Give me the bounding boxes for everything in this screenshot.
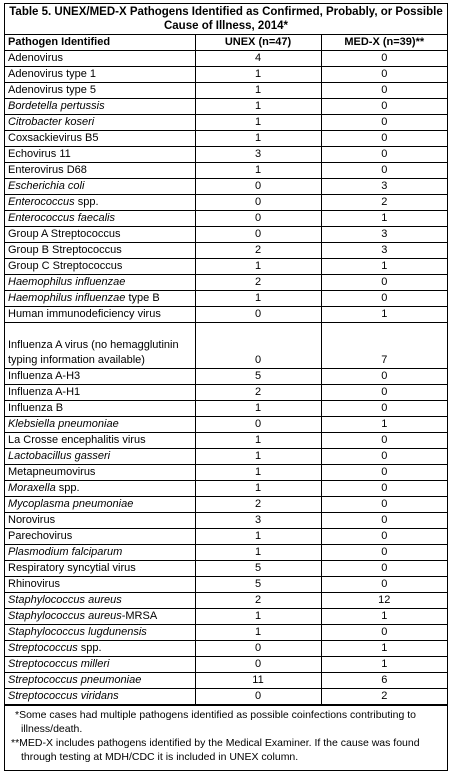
table-row: [5, 673, 447, 689]
header-unex: UNEX (n=47): [195, 35, 321, 51]
medx-count: 0: [321, 577, 447, 593]
medx-count: 0: [321, 497, 447, 513]
table-row: [5, 369, 447, 385]
unex-count: 0: [195, 323, 321, 369]
medx-count: 0: [321, 433, 447, 449]
pathogen-name: Staphylococcus aureus: [8, 610, 122, 622]
table-row: [5, 323, 447, 369]
pathogen-name: Coxsackievirus B5: [8, 132, 99, 144]
pathogen-name-suffix: spp.: [55, 482, 80, 494]
medx-count: 0: [321, 545, 447, 561]
table-row: [5, 657, 447, 673]
table-row: [5, 641, 447, 657]
pathogen-name: Lactobacillus gasseri: [8, 450, 111, 462]
medx-count: 0: [321, 385, 447, 401]
unex-count: 0: [195, 195, 321, 211]
pathogen-name: Streptococcus pneumoniae: [8, 674, 142, 686]
pathogen-name-cell: [5, 465, 195, 481]
table-row: [5, 545, 447, 561]
pathogen-name-cell: [5, 227, 195, 243]
table-row: [5, 401, 447, 417]
pathogen-name-cell: [5, 385, 195, 401]
pathogen-name-cell: [5, 625, 195, 641]
pathogen-name: Streptococcus milleri: [8, 658, 110, 670]
medx-count: 1: [321, 211, 447, 227]
pathogen-name-cell: [5, 449, 195, 465]
pathogen-name-cell: [5, 259, 195, 275]
pathogen-name-cell: [5, 275, 195, 291]
medx-count: 1: [321, 307, 447, 323]
medx-count: 0: [321, 51, 447, 67]
medx-count: 0: [321, 561, 447, 577]
unex-count: 1: [195, 545, 321, 561]
pathogen-name-cell: [5, 307, 195, 323]
medx-count: 12: [321, 593, 447, 609]
pathogen-name: Adenovirus type 5: [8, 84, 97, 96]
unex-count: 0: [195, 641, 321, 657]
table-row: [5, 625, 447, 641]
pathogen-name: Parechovirus: [8, 530, 73, 542]
pathogen-name: Staphylococcus aureus: [8, 594, 122, 606]
pathogen-name: Mycoplasma pneumoniae: [8, 498, 134, 510]
table-row: [5, 259, 447, 275]
medx-count: 1: [321, 609, 447, 625]
unex-count: 1: [195, 99, 321, 115]
table-row: [5, 433, 447, 449]
unex-count: 1: [195, 625, 321, 641]
table-row: [5, 179, 447, 195]
pathogen-name: Group A Streptococcus: [8, 228, 121, 240]
pathogen-name: Group B Streptococcus: [8, 244, 122, 256]
pathogen-name-cell: [5, 641, 195, 657]
pathogen-name-cell: [5, 577, 195, 593]
pathogen-name-cell: [5, 529, 195, 545]
unex-count: 11: [195, 673, 321, 689]
footnote-medx: **MED-X includes pathogens identified by the Medical Examiner. If the cause was found through testing at MDH/CDC it is included in UNEX column.: [11, 737, 420, 763]
unex-count: 4: [195, 51, 321, 67]
pathogen-name-cell: [5, 99, 195, 115]
unex-count: 1: [195, 67, 321, 83]
pathogen-name: Haemophilus influenzae: [8, 292, 126, 304]
medx-count: 1: [321, 417, 447, 433]
unex-count: 1: [195, 481, 321, 497]
table-row: [5, 211, 447, 227]
medx-count: 0: [321, 513, 447, 529]
pathogen-name-cell: [5, 513, 195, 529]
table-row: [5, 115, 447, 131]
table-row: [5, 449, 447, 465]
table-row: [5, 529, 447, 545]
table-row: [5, 689, 447, 705]
pathogen-name: Influenza A virus (no hemagglutinin typing information available): [8, 339, 179, 366]
medx-count: 0: [321, 83, 447, 99]
table-row: [5, 275, 447, 291]
unex-count: 0: [195, 211, 321, 227]
pathogen-name: Plasmodium falciparum: [8, 546, 123, 558]
unex-count: 5: [195, 369, 321, 385]
header-pathogen: Pathogen Identified: [5, 35, 195, 51]
medx-count: 0: [321, 529, 447, 545]
pathogen-name-cell: [5, 179, 195, 195]
unex-count: 1: [195, 529, 321, 545]
table-row: [5, 577, 447, 593]
pathogen-name-cell: [5, 545, 195, 561]
table-row: [5, 513, 447, 529]
table-row: [5, 609, 447, 625]
unex-count: 1: [195, 401, 321, 417]
pathogen-name: Staphylococcus lugdunensis: [8, 626, 147, 638]
pathogen-name-suffix: spp.: [77, 642, 102, 654]
header-medx: MED-X (n=39)**: [321, 35, 447, 51]
pathogen-name: Influenza A-H3: [8, 370, 81, 382]
table-row: [5, 163, 447, 179]
table-row: [5, 481, 447, 497]
pathogen-name-cell: [5, 609, 195, 625]
unex-count: 1: [195, 433, 321, 449]
unex-count: 3: [195, 147, 321, 163]
pathogen-name-cell: [5, 689, 195, 705]
unex-count: 2: [195, 385, 321, 401]
pathogen-table-container: [4, 3, 448, 771]
pathogen-name: Streptococcus viridans: [8, 690, 119, 702]
medx-count: 0: [321, 163, 447, 179]
pathogen-name-cell: [5, 417, 195, 433]
unex-count: 1: [195, 259, 321, 275]
unex-count: 1: [195, 291, 321, 307]
pathogen-table: [5, 35, 447, 705]
pathogen-name-cell: [5, 369, 195, 385]
unex-count: 2: [195, 593, 321, 609]
medx-count: 0: [321, 115, 447, 131]
pathogen-name: Escherichia coli: [8, 180, 85, 192]
medx-count: 0: [321, 449, 447, 465]
unex-count: 0: [195, 417, 321, 433]
table-row: [5, 243, 447, 259]
unex-count: 1: [195, 115, 321, 131]
pathogen-name: Adenovirus: [8, 52, 64, 64]
medx-count: 0: [321, 275, 447, 291]
pathogen-name: Streptococcus: [8, 642, 78, 654]
pathogen-name-cell: [5, 497, 195, 513]
unex-count: 2: [195, 497, 321, 513]
pathogen-name: Echovirus 11: [8, 148, 71, 160]
pathogen-name: Citrobacter koseri: [8, 116, 95, 128]
pathogen-name-cell: [5, 657, 195, 673]
unex-count: 5: [195, 561, 321, 577]
pathogen-name: Bordetella pertussis: [8, 100, 105, 112]
table-row: [5, 51, 447, 67]
pathogen-name-cell: [5, 291, 195, 307]
unex-count: 0: [195, 657, 321, 673]
unex-count: 1: [195, 609, 321, 625]
pathogen-name: Haemophilus influenzae: [8, 276, 126, 288]
unex-count: 2: [195, 275, 321, 291]
medx-count: 1: [321, 657, 447, 673]
medx-count: 1: [321, 641, 447, 657]
table-row: [5, 83, 447, 99]
table-row: [5, 497, 447, 513]
medx-count: 2: [321, 195, 447, 211]
unex-count: 0: [195, 689, 321, 705]
unex-count: 1: [195, 163, 321, 179]
pathogen-name: Metapneumovirus: [8, 466, 96, 478]
pathogen-name: Enterovirus D68: [8, 164, 87, 176]
unex-count: 5: [195, 577, 321, 593]
pathogen-name: Norovirus: [8, 514, 56, 526]
medx-count: 0: [321, 625, 447, 641]
table-row: [5, 147, 447, 163]
medx-count: 0: [321, 67, 447, 83]
unex-count: 1: [195, 83, 321, 99]
pathogen-name-cell: [5, 131, 195, 147]
medx-count: 0: [321, 481, 447, 497]
pathogen-name-cell: [5, 401, 195, 417]
medx-count: 0: [321, 401, 447, 417]
medx-count: 3: [321, 243, 447, 259]
table-title: Table 5. UNEX/MED-X Pathogens Identified as Confirmed, Probably, or Possible Cause of Illness, 2014*: [5, 4, 447, 35]
pathogen-name-cell: [5, 433, 195, 449]
medx-count: 1: [321, 259, 447, 275]
medx-count: 2: [321, 689, 447, 705]
pathogen-name-cell: [5, 51, 195, 67]
medx-count: 0: [321, 147, 447, 163]
pathogen-name-cell: [5, 147, 195, 163]
pathogen-name-cell: [5, 83, 195, 99]
pathogen-name-cell: [5, 323, 195, 369]
table-row: [5, 307, 447, 323]
pathogen-name-suffix: -MRSA: [121, 610, 158, 622]
medx-count: 0: [321, 131, 447, 147]
header-row: [5, 35, 447, 51]
pathogen-name-cell: [5, 561, 195, 577]
pathogen-name-cell: [5, 195, 195, 211]
pathogen-name: Klebsiella pneumoniae: [8, 418, 119, 430]
pathogen-name-suffix: type B: [125, 292, 160, 304]
unex-count: 1: [195, 465, 321, 481]
unex-count: 1: [195, 449, 321, 465]
pathogen-name: Moraxella: [8, 482, 56, 494]
pathogen-name-cell: [5, 67, 195, 83]
medx-count: 3: [321, 227, 447, 243]
footnote-coinfections: *Some cases had multiple pathogens identified as possible coinfections contributing to illness/death.: [15, 709, 416, 735]
pathogen-name: Enterococcus: [8, 196, 75, 208]
pathogen-name: La Crosse encephalitis virus: [8, 434, 146, 446]
table-row: [5, 291, 447, 307]
unex-count: 0: [195, 307, 321, 323]
table-row: [5, 385, 447, 401]
table-row: [5, 195, 447, 211]
medx-count: 0: [321, 291, 447, 307]
table-row: [5, 417, 447, 433]
unex-count: 0: [195, 227, 321, 243]
medx-count: 0: [321, 369, 447, 385]
medx-count: 0: [321, 465, 447, 481]
pathogen-name-cell: [5, 481, 195, 497]
pathogen-name-cell: [5, 115, 195, 131]
pathogen-name: Group C Streptococcus: [8, 260, 123, 272]
pathogen-name: Respiratory syncytial virus: [8, 562, 136, 574]
pathogen-name-cell: [5, 243, 195, 259]
pathogen-name: Adenovirus type 1: [8, 68, 97, 80]
medx-count: 7: [321, 323, 447, 369]
pathogen-name: Influenza B: [8, 402, 64, 414]
unex-count: 2: [195, 243, 321, 259]
pathogen-name-cell: [5, 593, 195, 609]
table-row: [5, 131, 447, 147]
pathogen-name: Human immunodeficiency virus: [8, 308, 161, 320]
unex-count: 0: [195, 179, 321, 195]
unex-count: 1: [195, 131, 321, 147]
pathogen-name: Influenza A-H1: [8, 386, 81, 398]
table-row: [5, 227, 447, 243]
table-row: [5, 99, 447, 115]
pathogen-name: Enterococcus faecalis: [8, 212, 115, 224]
pathogen-name: Rhinovirus: [8, 578, 60, 590]
pathogen-name-cell: [5, 163, 195, 179]
pathogen-name-suffix: spp.: [74, 196, 99, 208]
footnotes: [5, 705, 447, 770]
medx-count: 0: [321, 99, 447, 115]
pathogen-name-cell: [5, 673, 195, 689]
medx-count: 3: [321, 179, 447, 195]
medx-count: 6: [321, 673, 447, 689]
table-row: [5, 465, 447, 481]
table-row: [5, 67, 447, 83]
table-row: [5, 561, 447, 577]
unex-count: 3: [195, 513, 321, 529]
table-row: [5, 593, 447, 609]
pathogen-name-cell: [5, 211, 195, 227]
